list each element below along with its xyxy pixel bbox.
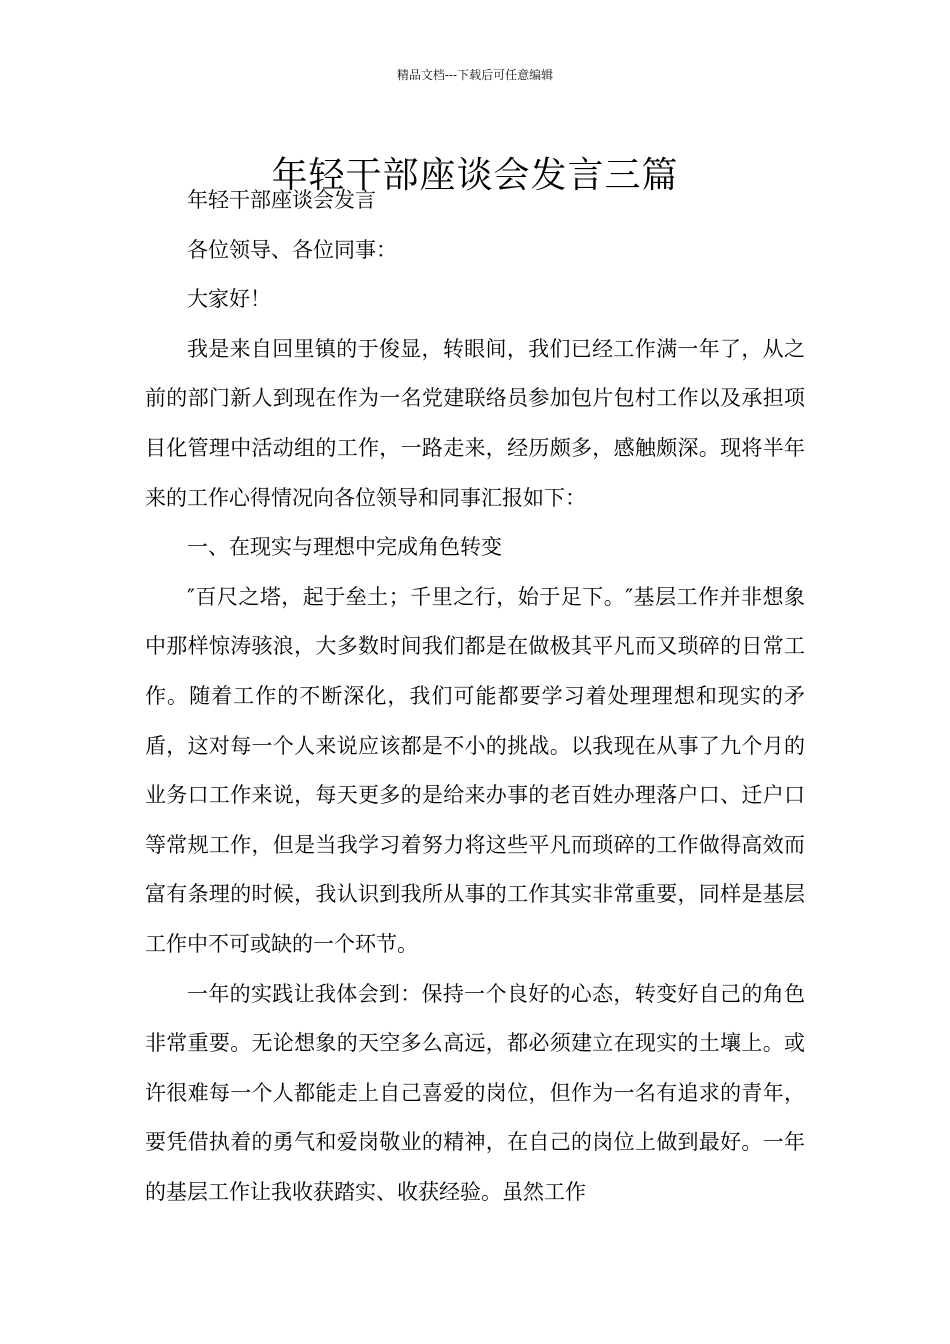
paragraph-subtitle: 年轻干部座谈会发言 (187, 188, 376, 212)
header-note: 精品文档---下载后可任意编辑 (396, 68, 554, 82)
document-body (145, 176, 805, 1217)
paragraph-intro: 我是来自回里镇的于俊显，转眼间，我们已经工作满一年了，从之前的部门新人到现在作为一名党建联络员参加包片包村工作以及承担项目化管理中活动组的工作，一路走来，经历颇多，感触颇深。现将半年来的工作心得情况向各位领导和同事汇报如下： (145, 336, 805, 510)
paragraph-greeting: 大家好！ (187, 287, 271, 312)
paragraph-body: ″百尺之塔，起于垒土；千里之行，始于足下。″基层工作并非想象中那样惊涛骇浪，大多数时间我们都是在做极其平凡而又琐碎的日常工作。随着工作的不断深化，我们可能都要学习着处理理想和现实的矛盾，这对每一个人来说应该都是不小的挑战。以我现在从事了九个月的业务口工作来说，每天更多的是给来办事的老百姓办理落户口、迁户口等常规工作，但是当我学习着努力将这些平凡而琐碎的工作做得高效而富有条理的时候，我认识到我所从事的工作其实非常重要，同样是基层工作中不可或缺的一个环节。 (145, 584, 805, 956)
paragraph-salutation: 各位领导、各位同事： (187, 237, 397, 262)
document-title: 年轻干部座谈会发言三篇 (271, 155, 679, 197)
paragraph-body: 一年的实践让我体会到：保持一个良好的心态，转变好自己的角色非常重要。无论想象的天空多么高远，都必须建立在现实的土壤上。或许很难每一个人都能走上自己喜爱的岗位，但作为一名有追求的青年，要凭借执着的勇气和爱岗敬业的精神，在自己的岗位上做到最好。一年的基层工作让我收获踏实、收获经验。虽然工作 (145, 981, 805, 1204)
section-heading: 一、在现实与理想中完成角色转变 (187, 535, 502, 560)
